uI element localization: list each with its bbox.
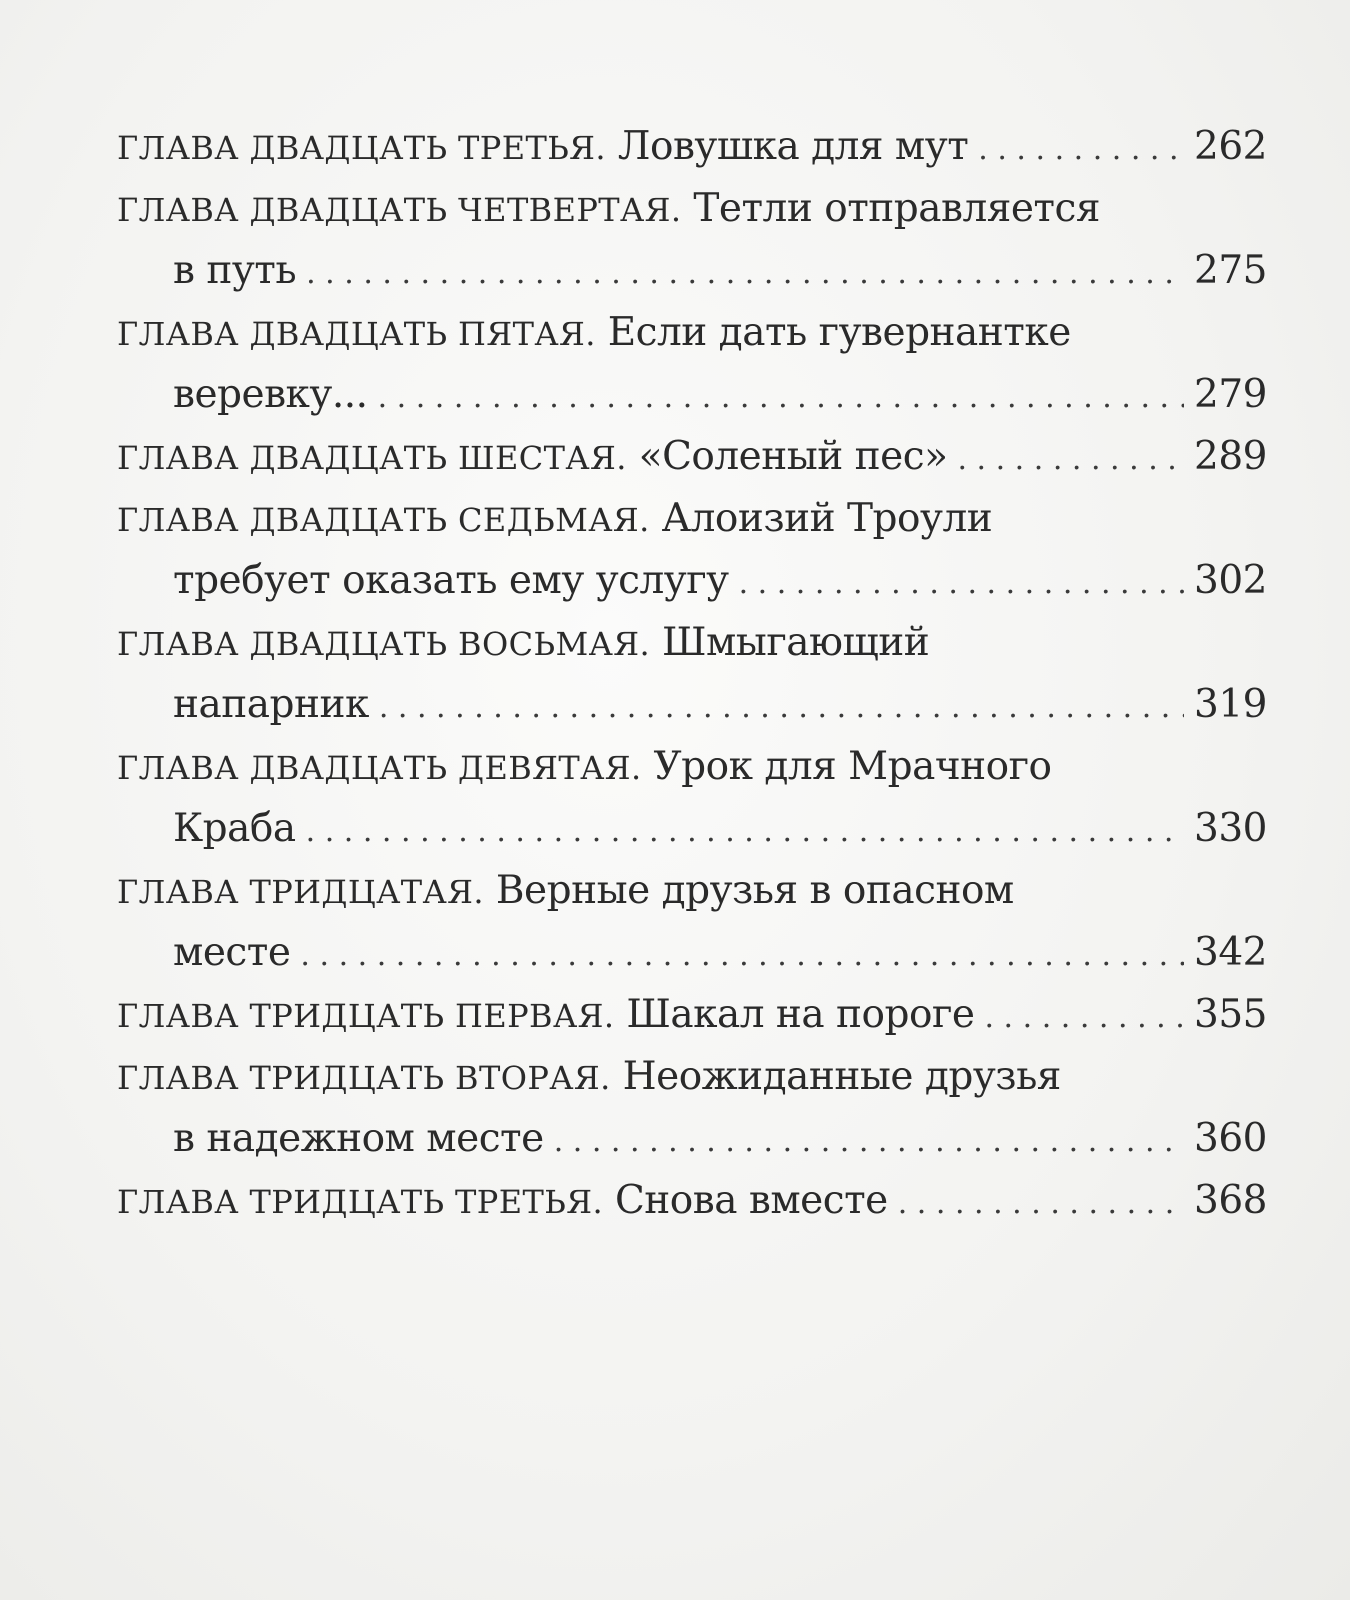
toc-entry	[117, 612, 1267, 674]
table-of-contents	[117, 116, 1267, 1232]
chapter-title: Шакал на пороге	[626, 992, 975, 1037]
chapter-title: Если дать гувернантке	[607, 310, 1071, 355]
page-number: 302	[1194, 558, 1267, 603]
chapter-number: ГЛАВА ДВАДЦАТЬ ВОСЬМАЯ.	[117, 625, 651, 663]
chapter-number: ГЛАВА ДВАДЦАТЬ ДЕВЯТАЯ.	[117, 749, 642, 787]
toc-entry-continuation	[117, 240, 1267, 302]
chapter-title-continuation: требует оказать ему услугу	[173, 558, 729, 603]
toc-entry-heading	[117, 302, 1071, 365]
page-number: 342	[1194, 930, 1267, 975]
toc-entry	[117, 426, 1267, 488]
chapter-title-continuation: в путь	[173, 248, 297, 293]
toc-entry-continuation	[117, 364, 1267, 426]
chapter-number: ГЛАВА ДВАДЦАТЬ ПЯТАЯ.	[117, 315, 596, 353]
toc-entry-continuation	[117, 922, 1267, 984]
chapter-number: ГЛАВА ДВАДЦАТЬ ЧЕТВЕРТАЯ.	[117, 191, 682, 229]
dot-leader	[957, 429, 1184, 491]
chapter-number: ГЛАВА ТРИДЦАТАЯ.	[117, 873, 484, 911]
chapter-title: Урок для Мрачного	[653, 744, 1052, 789]
chapter-title-continuation: веревку...	[173, 372, 368, 417]
dot-leader	[984, 987, 1184, 1049]
toc-entry	[117, 860, 1267, 922]
page-number: 360	[1194, 1116, 1267, 1161]
chapter-title: Тетли отправляется	[693, 186, 1100, 231]
page-number: 368	[1194, 1178, 1267, 1223]
chapter-title-continuation: месте	[173, 930, 291, 975]
dot-leader	[554, 1111, 1184, 1173]
page-number: 355	[1194, 992, 1267, 1037]
toc-entry	[117, 488, 1267, 550]
toc-entry-heading	[117, 1170, 888, 1233]
toc-entry-heading	[117, 736, 1052, 799]
dot-leader	[306, 801, 1184, 863]
chapter-title: Снова вместе	[614, 1178, 888, 1223]
page-number: 319	[1194, 682, 1267, 727]
dot-leader	[306, 243, 1184, 305]
dot-leader	[378, 367, 1184, 429]
toc-entry-heading	[117, 984, 974, 1047]
chapter-title: Ловушка для мут	[617, 124, 969, 169]
toc-entry-continuation	[117, 674, 1267, 736]
toc-entry-heading	[117, 426, 947, 489]
chapter-number: ГЛАВА ТРИДЦАТЬ ТРЕТЬЯ.	[117, 1183, 604, 1221]
page-number: 262	[1194, 124, 1267, 169]
chapter-number: ГЛАВА ДВАДЦАТЬ ШЕСТАЯ.	[117, 439, 627, 477]
toc-entry	[117, 1046, 1267, 1108]
chapter-title-continuation: в надежном месте	[173, 1116, 544, 1161]
toc-entry-heading	[117, 488, 992, 551]
dot-leader	[379, 677, 1184, 739]
chapter-number: ГЛАВА ДВАДЦАТЬ ТРЕТЬЯ.	[117, 129, 607, 167]
toc-entry	[117, 984, 1267, 1046]
toc-entry	[117, 116, 1267, 178]
toc-entry-heading	[117, 1046, 1061, 1109]
chapter-title: Шмыгающий	[661, 620, 930, 665]
toc-entry-continuation	[117, 550, 1267, 612]
chapter-title: Алоизий Троули	[661, 496, 993, 541]
toc-entry-continuation	[117, 798, 1267, 860]
toc-entry	[117, 1170, 1267, 1232]
chapter-title: Неожиданные друзья	[622, 1054, 1061, 1099]
dot-leader	[300, 925, 1184, 987]
chapter-title: Верные друзья в опасном	[495, 868, 1014, 913]
toc-entry-heading	[117, 116, 968, 179]
chapter-title: «Соленый пес»	[638, 434, 948, 479]
dot-leader	[739, 553, 1184, 615]
toc-entry-heading	[117, 612, 929, 675]
page-number: 275	[1194, 248, 1267, 293]
chapter-number: ГЛАВА ТРИДЦАТЬ ПЕРВАЯ.	[117, 997, 615, 1035]
dot-leader	[898, 1173, 1184, 1235]
dot-leader	[978, 119, 1184, 181]
chapter-number: ГЛАВА ДВАДЦАТЬ СЕДЬМАЯ.	[117, 501, 650, 539]
toc-entry	[117, 736, 1267, 798]
toc-entry	[117, 178, 1267, 240]
toc-entry-heading	[117, 860, 1014, 923]
toc-entry-heading	[117, 178, 1100, 241]
page-number: 279	[1194, 372, 1267, 417]
toc-entry-continuation	[117, 1108, 1267, 1170]
chapter-title-continuation: напарник	[173, 682, 369, 727]
chapter-number: ГЛАВА ТРИДЦАТЬ ВТОРАЯ.	[117, 1059, 611, 1097]
chapter-title-continuation: Краба	[173, 806, 296, 851]
toc-entry	[117, 302, 1267, 364]
page-number: 330	[1194, 806, 1267, 851]
page-number: 289	[1194, 434, 1267, 479]
